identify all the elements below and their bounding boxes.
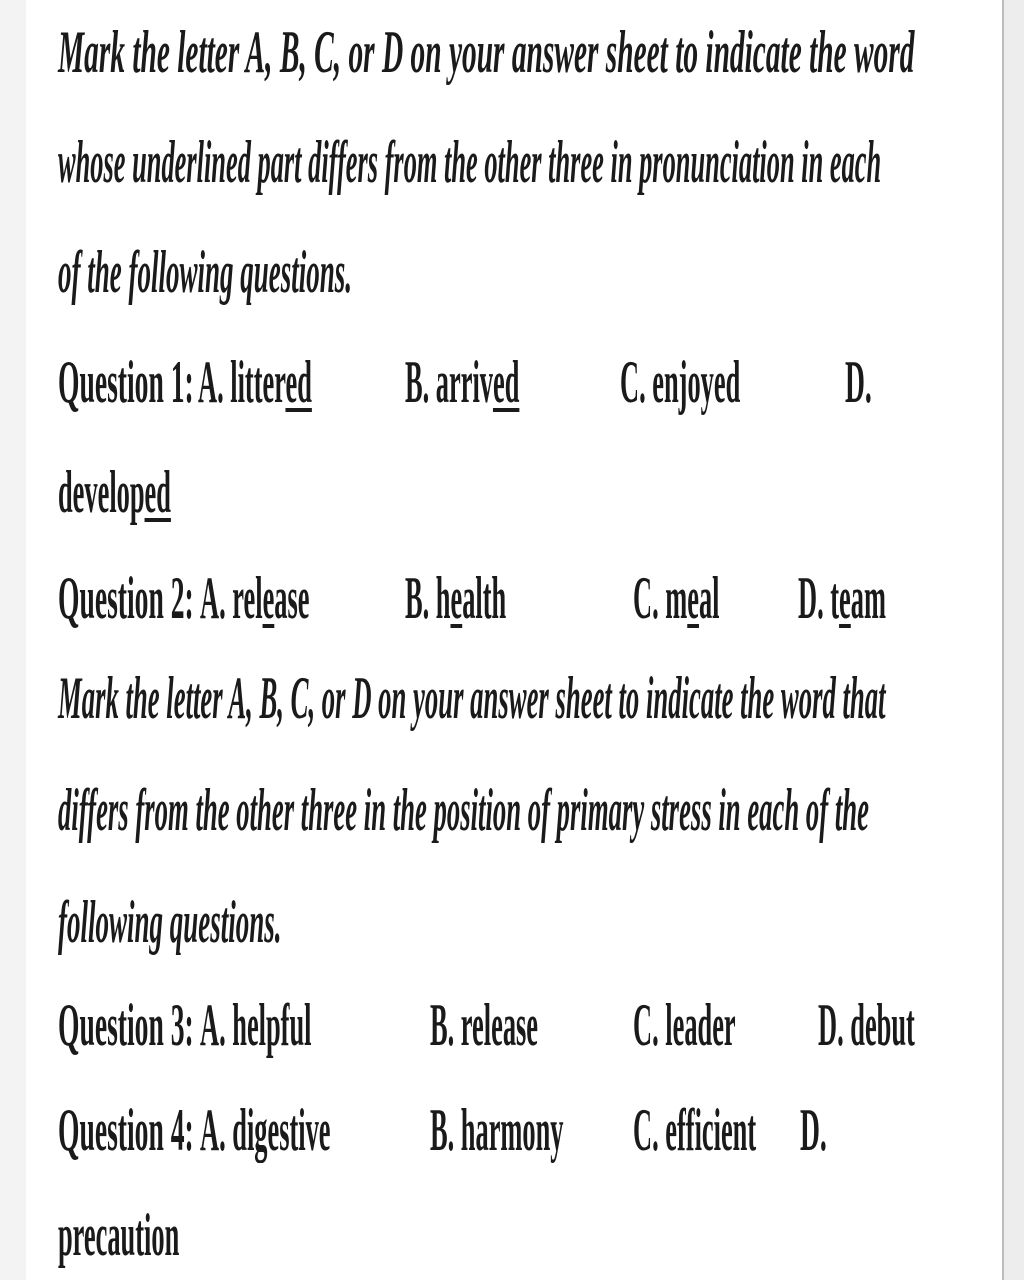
question-3-option-c: C. leader (633, 992, 736, 1058)
question-1-label: Question 1: (58, 349, 194, 415)
question-1-option-b: B. arrived (405, 349, 520, 415)
right-scrollbar[interactable] (1002, 0, 1024, 1280)
instruction-1-line-3: of the following questions. (58, 239, 353, 305)
instruction-2-line-3: following questions. (58, 889, 282, 955)
question-1-option-c: C. enjoyed (620, 349, 741, 415)
instruction-2-line-2: differs from the other three in the position of primary stress in each of the (58, 777, 869, 843)
question-2-option-b: B. health (405, 565, 507, 631)
question-4-option-b: B. harmony (430, 1097, 564, 1163)
question-2-label: Question 2: (58, 565, 194, 631)
question-1-option-d-label: D. (845, 349, 872, 415)
instruction-2-line-1: Mark the letter A, B, C, or D on your answer sheet to indicate the word that (58, 665, 886, 731)
question-1-option-d: developed (58, 459, 171, 525)
question-3-option-a: A. helpful (200, 992, 312, 1058)
question-2-option-a: A. release (200, 565, 310, 631)
question-3-option-d: D. debut (818, 992, 915, 1058)
instruction-1-line-1: Mark the letter A, B, C, or D on your answer sheet to indicate the word (58, 19, 915, 85)
question-4-label: Question 4: (58, 1097, 194, 1163)
question-4-option-d-label: D. (800, 1097, 827, 1163)
question-4-option-a: A. digestive (200, 1097, 331, 1163)
left-margin (0, 0, 26, 1280)
question-4-option-d: precaution (58, 1202, 180, 1268)
instruction-1-line-2: whose underlined part differs from the other three in pronunciation in each (58, 129, 882, 195)
question-3-option-b: B. release (430, 992, 539, 1058)
question-2-option-c: C. meal (633, 565, 720, 631)
question-2-option-d: D. team (798, 565, 886, 631)
question-1-option-a: A. littered (198, 349, 312, 415)
question-3-label: Question 3: (58, 992, 194, 1058)
question-4-option-c: C. efficient (633, 1097, 757, 1163)
